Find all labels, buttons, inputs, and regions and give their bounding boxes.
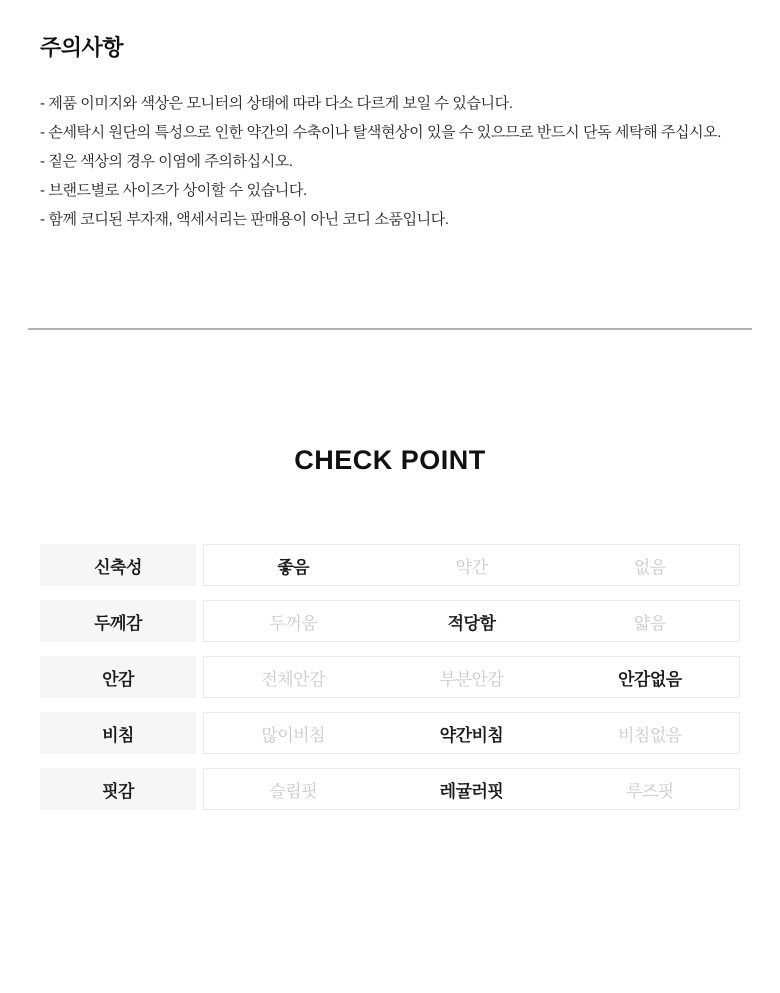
option-value: 안감없음: [617, 669, 682, 689]
check-point-table: [40, 544, 740, 810]
table-row: [40, 600, 740, 642]
option-value: 슬림핏: [269, 781, 318, 801]
option-value: 루즈핏: [625, 781, 674, 801]
notice-title: 주의사항: [40, 35, 124, 60]
row-label: 두께감: [40, 600, 196, 642]
notice-item: - 제품 이미지와 색상은 모니터의 상태에 따라 다소 다르게 보일 수 있습니다.: [40, 95, 513, 112]
row-label: 안감: [40, 656, 196, 698]
option-value: 좋음: [277, 557, 310, 577]
section-divider: [28, 328, 752, 330]
option-value: 많이비침: [261, 725, 326, 745]
table-row: [40, 712, 740, 754]
option-value: 두꺼움: [269, 613, 318, 633]
row-options: [203, 656, 740, 698]
row-options: [203, 544, 740, 586]
row-label: 비침: [40, 712, 196, 754]
table-row: [40, 656, 740, 698]
row-label: 핏감: [40, 768, 196, 810]
notice-item: - 짙은 색상의 경우 이염에 주의하십시오.: [40, 153, 293, 170]
option-value: 약간: [455, 557, 488, 577]
option-value: 적당함: [447, 613, 496, 633]
option-value: 약간비침: [439, 725, 504, 745]
notice-item: - 손세탁시 원단의 특성으로 인한 약간의 수축이나 탈색현상이 있을 수 있으므로 반드시 단독 세탁해 주십시오.: [40, 124, 722, 141]
row-options: [203, 768, 740, 810]
option-value: 얇음: [633, 613, 666, 633]
notice-item: - 함께 코디된 부자재, 액세서리는 판매용이 아닌 코디 소품입니다.: [40, 211, 449, 228]
option-value: 없음: [633, 557, 666, 577]
option-value: 레귤러핏: [439, 781, 504, 801]
row-options: [203, 600, 740, 642]
notice-item: - 브랜드별로 사이즈가 상이할 수 있습니다.: [40, 182, 307, 199]
option-value: 비침없음: [617, 725, 682, 745]
option-value: 부분안감: [439, 669, 504, 689]
table-row: [40, 768, 740, 810]
option-value: 전체안감: [261, 669, 326, 689]
row-options: [203, 712, 740, 754]
check-point-title: CHECK POINT: [294, 445, 486, 475]
notice-section: [0, 0, 780, 234]
notice-list: [40, 89, 740, 234]
row-label: 신축성: [40, 544, 196, 586]
table-row: [40, 544, 740, 586]
